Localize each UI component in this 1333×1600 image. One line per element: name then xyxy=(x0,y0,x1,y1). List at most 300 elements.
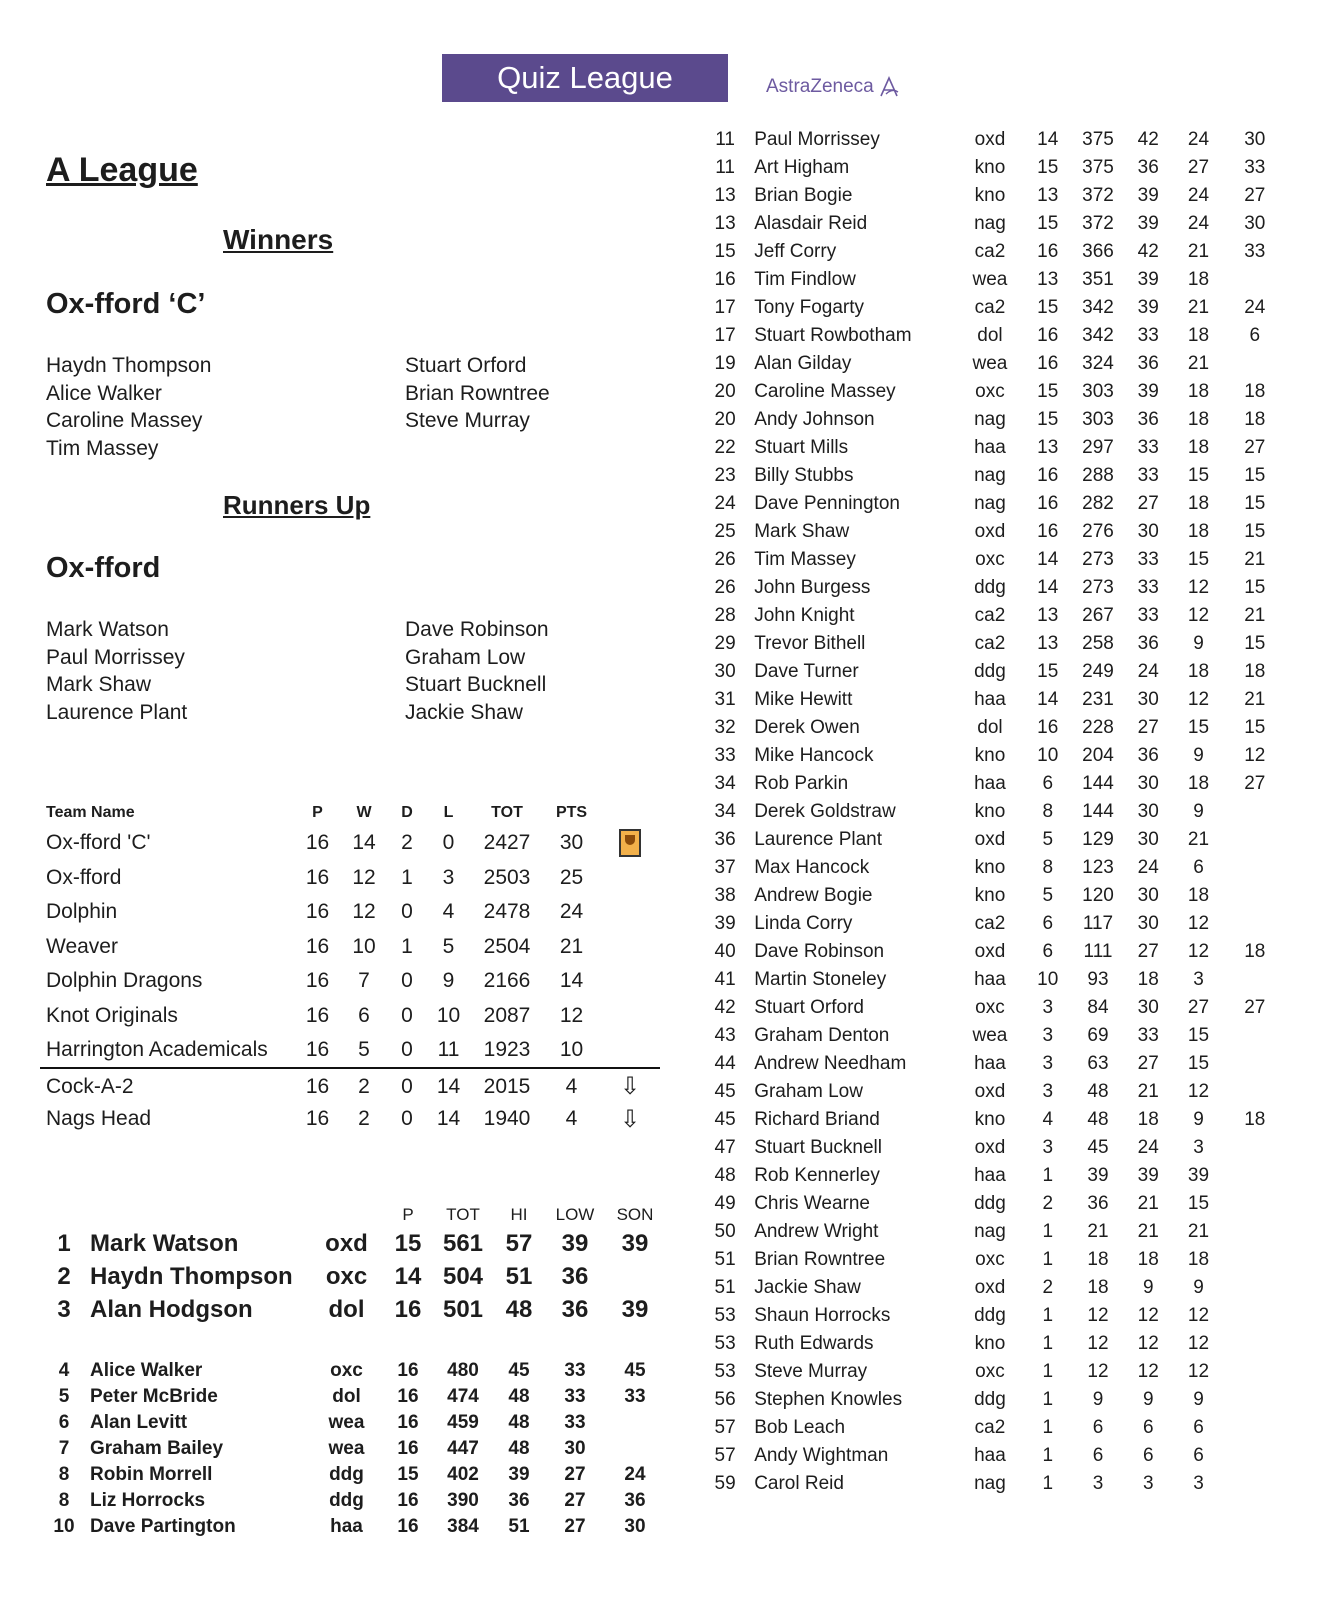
player-row xyxy=(706,434,1286,462)
high-cell: 30 xyxy=(1137,913,1159,934)
high-cell: 9 xyxy=(1142,1277,1154,1298)
played-cell: 3 xyxy=(1042,1081,1054,1102)
low-cell: 6 xyxy=(1193,857,1204,878)
total-cell: 48 xyxy=(1087,1081,1109,1102)
individual-header-row xyxy=(44,1203,664,1227)
low-cell: 6 xyxy=(1193,1445,1204,1466)
total-cell: 324 xyxy=(1082,353,1114,374)
points-cell: 25 xyxy=(559,865,584,889)
standings-row xyxy=(40,1068,660,1103)
high-cell: 30 xyxy=(1137,997,1159,1018)
son-cell: 18 xyxy=(1244,381,1266,402)
low-cell: 3 xyxy=(1193,1473,1204,1494)
high-cell: 6 xyxy=(1142,1417,1154,1438)
player-row xyxy=(706,1442,1286,1470)
team-code-cell: nag xyxy=(974,1221,1006,1242)
played-cell: 15 xyxy=(1037,409,1059,430)
rank-cell: 22 xyxy=(714,437,736,458)
high-cell: 33 xyxy=(1137,465,1159,486)
rank-cell: 28 xyxy=(714,605,736,626)
total-cell: 12 xyxy=(1087,1333,1109,1354)
high-cell: 51 xyxy=(505,1262,533,1290)
total-cell: 228 xyxy=(1082,717,1114,738)
player-row xyxy=(706,322,1286,350)
player-row xyxy=(706,1218,1286,1246)
standings-row xyxy=(40,964,660,999)
lost-cell: 11 xyxy=(426,1033,471,1068)
high-cell: 33 xyxy=(1137,577,1159,598)
rank-cell: 17 xyxy=(714,325,736,346)
high-cell: 12 xyxy=(1137,1333,1159,1354)
son-cell: 30 xyxy=(1244,129,1266,150)
won-cell: 12 xyxy=(352,900,376,924)
player-name-cell: Haydn Thompson xyxy=(90,1262,293,1290)
player-row xyxy=(706,854,1286,882)
status-icon-cell xyxy=(600,1033,660,1068)
high-cell: 48 xyxy=(508,1386,530,1407)
played-cell: 15 xyxy=(1037,661,1059,682)
low-cell: 18 xyxy=(1187,409,1210,430)
low-cell: 12 xyxy=(1187,605,1210,626)
son-cell: 27 xyxy=(1244,185,1266,206)
son-cell: 30 xyxy=(1244,213,1266,234)
played-cell: 16 xyxy=(305,1074,330,1098)
rank-cell: 39 xyxy=(714,913,736,934)
low-cell: 21 xyxy=(1187,829,1210,850)
drawn-cell: 0 xyxy=(401,1003,413,1027)
total-cell: 342 xyxy=(1082,297,1114,318)
high-cell: 33 xyxy=(1137,549,1159,570)
team-code-cell: haa xyxy=(974,1053,1006,1074)
played-cell: 16 xyxy=(305,831,330,855)
points-cell: 14 xyxy=(559,969,584,993)
total-cell: 282 xyxy=(1082,493,1114,514)
lost-cell: 3 xyxy=(442,865,455,889)
player-name-cell: Chris Wearne xyxy=(754,1193,870,1214)
son-cell: 15 xyxy=(1244,493,1266,514)
rank-cell: 38 xyxy=(714,885,736,906)
low-cell: 6 xyxy=(1193,1417,1204,1438)
player-name-cell: Mike Hewitt xyxy=(754,689,853,710)
won-cell: 6 xyxy=(358,1003,370,1027)
rank-cell: 44 xyxy=(714,1053,736,1074)
team-code-cell: dol xyxy=(328,1295,365,1323)
player-name: Jackie Shaw xyxy=(405,700,523,724)
rank-cell: 29 xyxy=(714,633,736,654)
player-name: Dave Robinson xyxy=(405,618,549,641)
player-name-cell: Laurence Plant xyxy=(754,829,883,850)
son-cell: 24 xyxy=(624,1464,646,1485)
team-name-cell: Ox-fford 'C' xyxy=(46,831,151,855)
rank-cell: 34 xyxy=(714,773,736,794)
son-cell xyxy=(1224,1078,1286,1106)
played-cell: 2 xyxy=(1042,1193,1054,1214)
low-cell: 21 xyxy=(1187,241,1210,262)
player-name-cell: Dave Partington xyxy=(90,1516,236,1537)
points-cell: 12 xyxy=(559,1003,584,1027)
total-cell: 2427 xyxy=(483,831,531,855)
player-row xyxy=(706,406,1286,434)
low-cell: 33 xyxy=(564,1360,586,1381)
player-name-cell: Andrew Wright xyxy=(754,1221,879,1242)
player-name-cell: Derek Owen xyxy=(754,717,860,738)
low-cell: 12 xyxy=(1187,913,1210,934)
player-name-cell: Derek Goldstraw xyxy=(754,801,896,822)
won-cell: 5 xyxy=(340,1033,388,1068)
high-cell: 24 xyxy=(1137,857,1159,878)
player-row xyxy=(706,350,1286,378)
played-cell: 14 xyxy=(1037,549,1059,570)
son-cell xyxy=(1224,1050,1286,1078)
played-cell: 1 xyxy=(1042,1417,1054,1438)
team-name-cell: Knot Originals xyxy=(46,1003,178,1027)
high-cell: 33 xyxy=(1137,605,1159,626)
son-cell xyxy=(1224,910,1286,938)
rank-cell: 36 xyxy=(714,829,736,850)
high-cell: 30 xyxy=(1137,885,1159,906)
player-name-cell: Linda Corry xyxy=(754,913,853,934)
played-cell: 8 xyxy=(1042,801,1054,822)
status-icon-cell xyxy=(600,1102,660,1137)
son-cell xyxy=(1224,1386,1286,1414)
total-cell: 480 xyxy=(447,1360,479,1381)
rank-cell: 3 xyxy=(57,1295,71,1323)
total-cell: 48 xyxy=(1087,1109,1109,1130)
player-row xyxy=(706,686,1286,714)
player-name: Haydn Thompson xyxy=(46,354,212,377)
high-cell: 30 xyxy=(1137,521,1159,542)
low-cell: 24 xyxy=(1187,213,1210,234)
player-name-cell: Alice Walker xyxy=(90,1360,203,1381)
team-code-cell: oxc xyxy=(975,997,1005,1018)
won-cell: 10 xyxy=(352,934,376,958)
player-name-cell: John Knight xyxy=(754,605,855,626)
team-code-cell: ddg xyxy=(974,1389,1006,1410)
son-cell: 45 xyxy=(624,1360,646,1381)
rank-cell: 56 xyxy=(714,1389,736,1410)
player-row xyxy=(706,1190,1286,1218)
team-code-cell: kno xyxy=(974,885,1006,906)
down-arrow-icon: ⇩ xyxy=(619,1073,641,1101)
player-row xyxy=(706,294,1286,322)
total-cell: 1923 xyxy=(471,1033,543,1068)
team-code-cell: oxd xyxy=(974,1277,1006,1298)
played-cell: 3 xyxy=(1042,1137,1054,1158)
team-code-cell: kno xyxy=(974,1109,1006,1130)
high-cell: 39 xyxy=(1137,213,1159,234)
runners-up-players-left xyxy=(46,616,187,726)
lost-cell: 9 xyxy=(442,969,455,993)
son-cell xyxy=(1224,1302,1286,1330)
winners-heading: Winners xyxy=(223,224,334,255)
high-cell: 27 xyxy=(1137,493,1159,514)
played-cell: 1 xyxy=(1042,1361,1054,1382)
low-cell: 18 xyxy=(1187,269,1210,290)
total-cell: 18 xyxy=(1087,1277,1109,1298)
team-code-cell: oxd xyxy=(974,129,1006,150)
lost-cell: 14 xyxy=(436,1107,461,1131)
total-cell: 504 xyxy=(442,1262,484,1290)
total-cell: 276 xyxy=(1082,521,1114,542)
son-cell xyxy=(606,1410,664,1436)
total-cell: 366 xyxy=(1082,241,1114,262)
low-cell: 12 xyxy=(1187,1081,1210,1102)
high-cell: 30 xyxy=(1137,689,1159,710)
player-row xyxy=(706,770,1286,798)
total-cell: 21 xyxy=(1087,1221,1109,1242)
low-cell: 18 xyxy=(1187,325,1210,346)
high-cell: 24 xyxy=(1137,1137,1159,1158)
high-cell: 39 xyxy=(1137,297,1159,318)
played-cell: 13 xyxy=(1037,633,1059,654)
total-cell: 273 xyxy=(1082,549,1114,570)
player-name-cell: Brian Rowntree xyxy=(754,1249,886,1270)
team-code-cell: ddg xyxy=(974,661,1006,682)
player-name-cell: Andrew Needham xyxy=(754,1053,907,1074)
team-code-cell: dol xyxy=(977,717,1003,738)
individual-right-table xyxy=(706,126,1286,1498)
player-name-cell: Rob Kennerley xyxy=(754,1165,880,1186)
son-cell: 18 xyxy=(1244,1109,1266,1130)
played-cell: 1 xyxy=(1042,1333,1054,1354)
player-name: Tim Massey xyxy=(46,436,159,460)
total-cell: 36 xyxy=(1087,1193,1109,1214)
son-cell: 21 xyxy=(1244,689,1266,710)
total-cell: 258 xyxy=(1082,633,1114,654)
player-row xyxy=(706,490,1286,518)
rank-cell: 8 xyxy=(58,1464,70,1485)
team-name-cell: Harrington Academicals xyxy=(40,1033,295,1068)
status-icon-cell xyxy=(600,964,660,999)
team-code-cell: ddg xyxy=(329,1464,364,1485)
player-row xyxy=(706,378,1286,406)
total-cell: 2504 xyxy=(483,934,531,958)
player-name-cell: Jackie Shaw xyxy=(754,1277,861,1298)
son-cell: 18 xyxy=(1244,661,1266,682)
player-row xyxy=(706,742,1286,770)
total-cell: 561 xyxy=(442,1229,484,1257)
rank-cell: 24 xyxy=(714,493,736,514)
total-cell: 303 xyxy=(1082,381,1114,402)
high-cell: 45 xyxy=(508,1360,530,1381)
player-row xyxy=(44,1514,664,1540)
player-name-cell: Dave Turner xyxy=(754,661,859,682)
low-cell: 9 xyxy=(1193,745,1204,766)
played-cell: 14 xyxy=(1037,689,1059,710)
header-hi: HI xyxy=(510,1205,528,1224)
player-row xyxy=(706,126,1286,154)
played-cell: 5 xyxy=(1042,829,1054,850)
team-code-cell: kno xyxy=(974,745,1006,766)
son-cell xyxy=(1224,798,1286,826)
player-row xyxy=(44,1358,664,1384)
total-cell: 39 xyxy=(1087,1165,1109,1186)
team-code-cell: oxc xyxy=(325,1262,368,1290)
team-code-cell: ddg xyxy=(974,1305,1006,1326)
points-cell: 4 xyxy=(565,1107,578,1131)
team-code-cell: ddg xyxy=(329,1490,364,1511)
player-name-cell: Alasdair Reid xyxy=(754,213,868,234)
player-row xyxy=(44,1227,664,1260)
low-cell: 12 xyxy=(1187,689,1210,710)
team-code-cell: kno xyxy=(974,185,1006,206)
rank-cell: 23 xyxy=(714,465,736,486)
total-cell: 342 xyxy=(1082,325,1114,346)
low-cell: 18 xyxy=(1187,381,1210,402)
rank-cell: 13 xyxy=(714,213,736,234)
standings-header-row xyxy=(40,800,660,826)
lost-cell: 4 xyxy=(442,900,455,924)
high-cell: 30 xyxy=(1137,829,1159,850)
low-cell: 21 xyxy=(1187,297,1210,318)
team-code-cell: ca2 xyxy=(974,605,1006,626)
team-code-cell: oxd xyxy=(325,1229,368,1257)
rank-cell: 2 xyxy=(57,1262,71,1290)
low-cell: 18 xyxy=(1187,661,1210,682)
won-cell: 2 xyxy=(358,1107,370,1131)
played-cell: 16 xyxy=(397,1360,419,1381)
total-cell: 12 xyxy=(1087,1361,1109,1382)
played-cell: 15 xyxy=(1037,213,1059,234)
high-cell: 27 xyxy=(1137,1053,1159,1074)
team-code-cell: kno xyxy=(974,801,1006,822)
team-code-cell: ca2 xyxy=(974,633,1006,654)
status-icon-cell xyxy=(600,999,660,1034)
player-row xyxy=(44,1410,664,1436)
total-cell: 2503 xyxy=(483,865,531,889)
player-name-cell: Liz Horrocks xyxy=(90,1490,206,1511)
player-row xyxy=(44,1462,664,1488)
player-name: Stuart Orford xyxy=(405,354,527,377)
son-cell xyxy=(1224,1330,1286,1358)
points-cell: 21 xyxy=(559,934,584,958)
rank-cell: 53 xyxy=(714,1361,736,1382)
low-cell: 15 xyxy=(1187,1053,1210,1074)
low-cell: 21 xyxy=(1187,1221,1210,1242)
player-name: Caroline Massey xyxy=(46,409,203,432)
rank-cell: 13 xyxy=(714,185,736,206)
runners-up-team: Ox-fford xyxy=(46,552,161,584)
played-cell: 13 xyxy=(1037,437,1059,458)
rank-cell: 50 xyxy=(714,1221,736,1242)
high-cell: 27 xyxy=(1137,717,1159,738)
played-cell: 16 xyxy=(397,1438,419,1459)
high-cell: 39 xyxy=(1137,185,1159,206)
header-son: SON xyxy=(616,1205,654,1224)
total-cell: 2087 xyxy=(483,1003,531,1027)
rank-cell: 20 xyxy=(714,409,736,430)
son-cell: 27 xyxy=(1244,997,1266,1018)
player-name-cell: Martin Stoneley xyxy=(754,969,887,990)
header-tot: TOT xyxy=(491,804,523,821)
played-cell: 2 xyxy=(1042,1277,1054,1298)
total-cell: 111 xyxy=(1083,941,1113,962)
played-cell: 16 xyxy=(305,1003,330,1027)
played-cell: 5 xyxy=(1042,885,1054,906)
rank-cell: 31 xyxy=(714,689,736,710)
total-cell: 501 xyxy=(442,1295,484,1323)
player-name-cell: Steve Murray xyxy=(754,1361,868,1382)
low-cell: 12 xyxy=(1187,1361,1210,1382)
high-cell: 33 xyxy=(1137,437,1159,458)
winners-players-right xyxy=(405,352,550,435)
rank-cell: 40 xyxy=(714,941,736,962)
son-cell: 21 xyxy=(1244,549,1266,570)
player-name-cell: Paul Morrissey xyxy=(754,129,880,150)
total-cell: 459 xyxy=(447,1412,479,1433)
high-cell: 48 xyxy=(508,1438,530,1459)
low-cell: 9 xyxy=(1193,1389,1204,1410)
played-cell: 16 xyxy=(305,900,330,924)
high-cell: 27 xyxy=(1137,941,1159,962)
team-code-cell: haa xyxy=(330,1516,363,1537)
player-row xyxy=(706,1162,1286,1190)
rank-cell: 42 xyxy=(714,997,736,1018)
low-cell: 33 xyxy=(564,1412,586,1433)
player-row xyxy=(706,602,1286,630)
player-name-cell: Jeff Corry xyxy=(754,241,837,262)
son-cell: 33 xyxy=(1244,157,1266,178)
played-cell: 14 xyxy=(1037,129,1059,150)
rank-cell: 53 xyxy=(714,1333,736,1354)
player-row xyxy=(44,1488,664,1514)
player-row xyxy=(706,1134,1286,1162)
player-row xyxy=(706,910,1286,938)
runners-up-heading: Runners Up xyxy=(223,490,371,520)
player-name-cell: Andrew Bogie xyxy=(754,885,873,906)
rank-cell: 8 xyxy=(58,1490,70,1511)
total-cell: 375 xyxy=(1082,129,1114,150)
team-code-cell: oxd xyxy=(974,941,1006,962)
player-name-cell: Andy Wightman xyxy=(754,1445,889,1466)
team-code-cell: haa xyxy=(974,969,1006,990)
played-cell: 16 xyxy=(1037,241,1059,262)
player-name-cell: Stuart Bucknell xyxy=(754,1137,882,1158)
high-cell: 36 xyxy=(1137,745,1159,766)
low-cell: 12 xyxy=(1187,1333,1210,1354)
son-cell xyxy=(1224,1442,1286,1470)
son-cell xyxy=(1224,826,1286,854)
high-cell: 30 xyxy=(1137,773,1159,794)
player-name-cell: Stephen Knowles xyxy=(754,1389,903,1410)
rank-cell: 25 xyxy=(714,521,736,542)
played-cell: 15 xyxy=(1037,157,1059,178)
son-cell: 18 xyxy=(1244,409,1266,430)
played-cell: 16 xyxy=(397,1412,419,1433)
team-code-cell: oxd xyxy=(974,1137,1006,1158)
player-row xyxy=(706,266,1286,294)
team-code-cell: wea xyxy=(328,1438,365,1459)
played-cell: 16 xyxy=(1037,465,1059,486)
total-cell: 117 xyxy=(1082,913,1114,934)
header-w: W xyxy=(356,804,372,821)
son-cell xyxy=(1224,882,1286,910)
low-cell: 9 xyxy=(1193,1277,1204,1298)
player-name-cell: Mike Hancock xyxy=(754,745,874,766)
total-cell: 297 xyxy=(1082,437,1114,458)
total-cell: 372 xyxy=(1082,213,1114,234)
team-code-cell: wea xyxy=(972,1025,1008,1046)
high-cell: 36 xyxy=(1137,633,1159,654)
player-name-cell: Alan Gilday xyxy=(754,353,852,374)
brand-logo xyxy=(766,74,902,100)
low-cell: 27 xyxy=(564,1464,586,1485)
player-name-cell: Billy Stubbs xyxy=(754,465,854,486)
rank-cell: 16 xyxy=(714,269,736,290)
rank-cell: 7 xyxy=(58,1438,70,1459)
low-cell: 15 xyxy=(1187,1025,1210,1046)
played-cell: 8 xyxy=(1042,857,1054,878)
